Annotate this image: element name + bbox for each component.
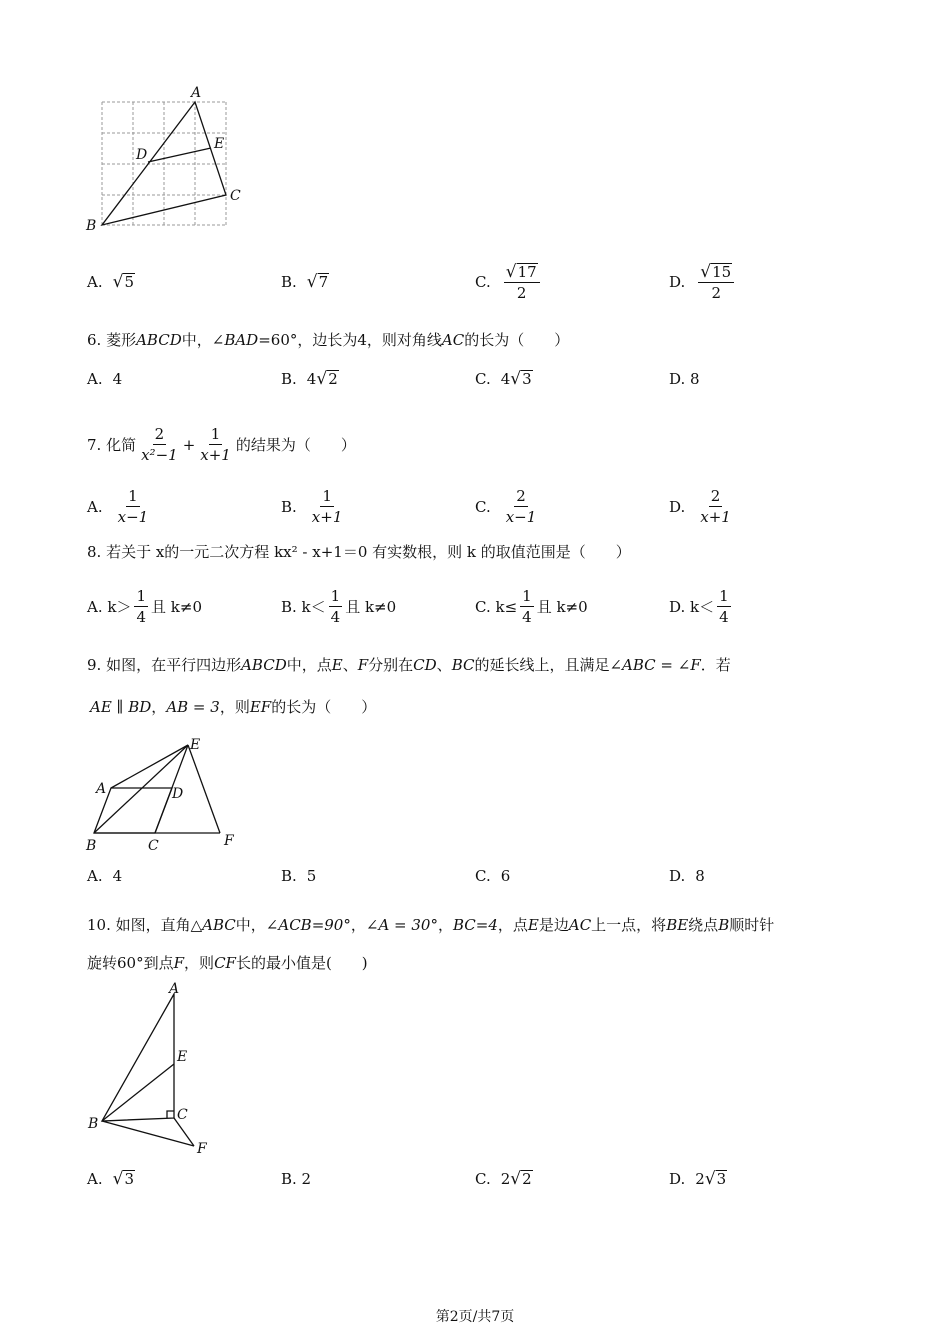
q7-option-c[interactable]: C. $\frac{2}{x-1}$ (475, 487, 537, 526)
fraction: $\frac{1}{4}$ (522, 587, 532, 626)
fraction: $\frac{2}{x+1}$ (700, 487, 731, 526)
question-8: 8. 若关于 x的一元二次方程 kx² - x+1＝0 有实数根，则 k 的取值范围是（ ） (87, 543, 631, 561)
question-10-line-2: 旋转60°到点F，则CF长的最小值是( ) (87, 954, 368, 972)
fraction: $\frac{1}{4}$ (719, 587, 729, 626)
q7-option-a[interactable]: A. $\frac{1}{x-1}$ (87, 487, 149, 526)
q8-option-c[interactable]: C. k≤ $\frac{1}{4}$ 且 k≠0 (475, 587, 588, 626)
q9-option-c[interactable]: C. 6 (475, 867, 511, 885)
question-9-line-1: 9. 如图，在平行四边形ABCD中，点E、F分别在CD、BC的延长线上，且满足∠ABC = ∠F．若 (87, 656, 731, 674)
fraction: $\frac{1}{x+1}$ (311, 487, 343, 526)
label-a: A (96, 781, 107, 797)
q8-option-a[interactable]: A. k＞ $\frac{1}{4}$ 且 k≠0 (87, 587, 202, 626)
sqrt-symbol: √ 3 (704, 1169, 727, 1189)
q8-option-d[interactable]: D. k＜ $\frac{1}{4}$ (669, 587, 729, 626)
figure-q5-grid-triangle (78, 82, 278, 242)
q6-option-b[interactable]: B. 4 √ 2 (281, 369, 338, 389)
q10-option-a[interactable]: A. √ 3 (87, 1169, 134, 1189)
fraction: $\frac{2}{x-1}$ (505, 487, 537, 526)
label-a: A (169, 981, 180, 997)
q10-option-c[interactable]: C. 2 √ 2 (475, 1169, 532, 1189)
label-c: C (148, 838, 159, 854)
label-b: B (86, 218, 97, 234)
label-c: C (177, 1107, 188, 1123)
parallelogram-lines (94, 745, 220, 833)
sqrt-symbol: √ 5 (112, 272, 134, 292)
q7-option-d[interactable]: D. $\frac{2}{x+1}$ (669, 487, 731, 526)
q10-option-d[interactable]: D. 2 √ 3 (669, 1169, 727, 1189)
label-b: B (86, 838, 97, 854)
q8-option-b[interactable]: B. k＜ $\frac{1}{4}$ 且 k≠0 (281, 587, 397, 626)
q5-option-b[interactable]: B. √ 7 (281, 272, 329, 292)
q6-option-a[interactable]: A. 4 (87, 370, 123, 388)
sqrt-symbol: √ 7 (306, 272, 329, 292)
sqrt-symbol: √ 2 (510, 1169, 532, 1189)
label-e: E (190, 737, 201, 753)
sqrt-symbol: √ 2 (316, 369, 338, 389)
q9-option-a[interactable]: A. 4 (87, 867, 123, 885)
q6-option-d[interactable]: D. 8 (669, 370, 700, 388)
sqrt-symbol: √ 3 (112, 1169, 134, 1189)
fraction: $\frac{1}{4}$ (136, 587, 147, 626)
q7-option-b[interactable]: B. $\frac{1}{x+1}$ (281, 487, 343, 526)
q6-option-c[interactable]: C. 4 √ 3 (475, 369, 532, 389)
sqrt-symbol: √ 3 (510, 369, 532, 389)
question-6: 6. 菱形ABCD中，∠BAD=60°，边长为4，则对角线AC的长为（ ） (87, 331, 570, 349)
label-f: F (224, 833, 234, 849)
q5-option-a[interactable]: A. √ 5 (87, 272, 134, 292)
fraction: $\frac{1}{x-1}$ (117, 487, 149, 526)
label-f: F (197, 1141, 207, 1157)
label-e: E (177, 1049, 188, 1065)
fraction: $\frac{2}{\text{x²−1}}$ (141, 425, 178, 464)
grid-lines (102, 102, 226, 225)
figure-q9-parallelogram (80, 732, 250, 857)
q9-option-d[interactable]: D. 8 (669, 867, 705, 885)
q5-option-d[interactable]: D. √ 15 2 (669, 262, 737, 302)
figure-q10-right-triangle (80, 978, 230, 1163)
fraction: √ 17 2 (504, 262, 540, 302)
fraction: √ 15 2 (698, 262, 734, 302)
q10-option-b[interactable]: B. 2 (281, 1170, 312, 1188)
q5-option-c[interactable]: C. √ 17 2 (475, 262, 543, 302)
triangle-lines (102, 994, 194, 1146)
label-a: A (191, 85, 202, 101)
question-9-line-2: AE ∥ BD，AB = 3，则EF的长为（ ） (90, 698, 377, 716)
label-e: E (214, 136, 225, 152)
label-b: B (88, 1116, 99, 1132)
q9-option-b[interactable]: B. 5 (281, 867, 317, 885)
fraction: $\frac{1}{x+1}$ (200, 425, 231, 464)
question-7: 7. 化简 $\frac{2}{\text{x²−1}}$ + $\frac{1}{x+1}$ 的结果为（ ） (87, 425, 356, 464)
fraction: $\frac{1}{4}$ (330, 587, 341, 626)
label-c: C (230, 188, 241, 204)
page-footer: 第2页/共7页 (435, 1309, 515, 1325)
label-d: D (136, 147, 148, 163)
question-10-line-1: 10. 如图，直角△ABC中，∠ACB=90°，∠A = 30°，BC=4，点E是边AC上一点，将BE绕点B顺时针 (87, 916, 775, 934)
label-d: D (172, 786, 184, 802)
